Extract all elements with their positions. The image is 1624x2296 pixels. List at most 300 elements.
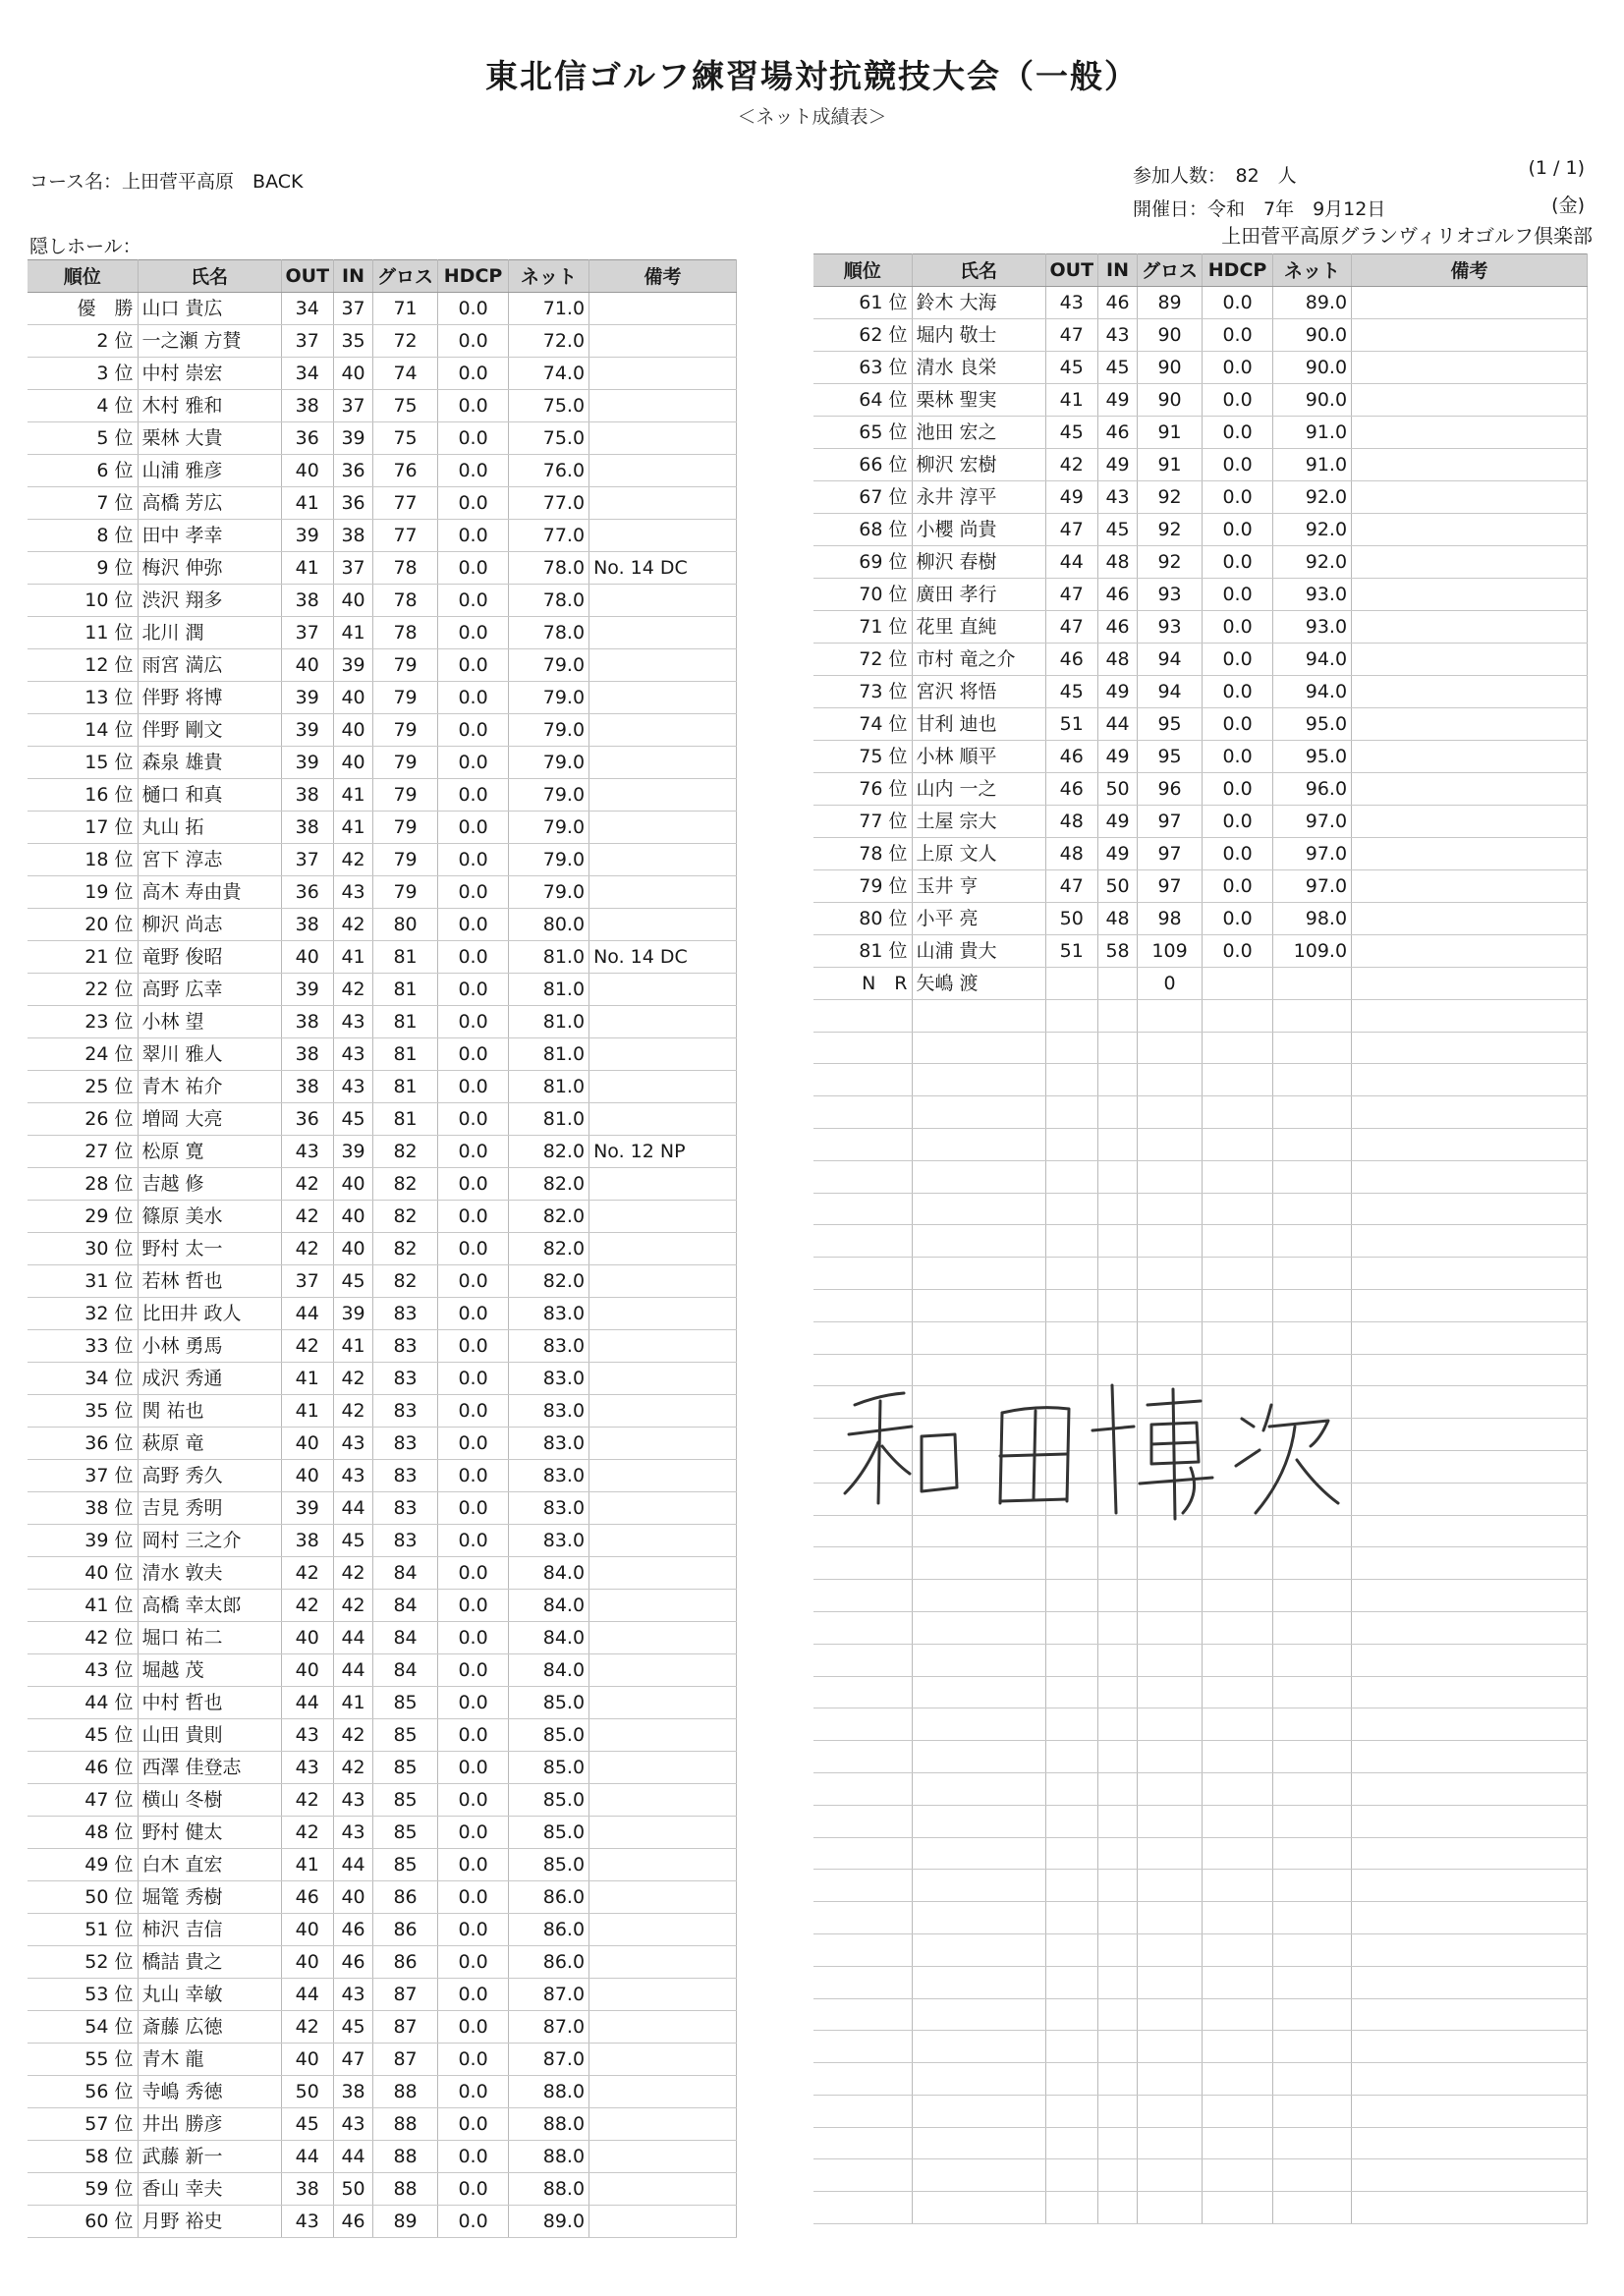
cell-gross: 82 — [373, 1167, 438, 1200]
cell-net — [1273, 2127, 1352, 2159]
cell-out: 44 — [281, 2140, 334, 2172]
cell-name — [912, 2159, 1045, 2192]
cell-in: 43 — [334, 1783, 373, 1816]
cell-hdcp: 0.0 — [438, 940, 509, 973]
cell-net — [1273, 1772, 1352, 1805]
cell-hdcp: 0.0 — [438, 908, 509, 940]
table-row — [28, 1394, 737, 1427]
cell-hdcp: 0.0 — [438, 1135, 509, 1167]
cell-out: 41 — [281, 1362, 334, 1394]
table-row — [813, 513, 1588, 545]
cell-name: 白木 直宏 — [138, 1848, 281, 1880]
table-row-blank — [813, 1225, 1588, 1258]
cell-hdcp: 0.0 — [438, 713, 509, 746]
col-header-gross: グロス — [1138, 254, 1203, 287]
event-weekday: (金) — [1551, 195, 1585, 216]
cell-note — [589, 875, 737, 908]
cell-out — [1045, 1998, 1098, 2031]
cell-name: 鈴木 大海 — [912, 286, 1045, 318]
cell-rank: 21 位 — [28, 940, 138, 973]
cell-rank — [813, 1225, 912, 1258]
cell-hdcp: 0.0 — [438, 843, 509, 875]
cell-out: 47 — [1045, 318, 1098, 351]
cell-hdcp: 0.0 — [438, 1167, 509, 1200]
table-row — [28, 843, 737, 875]
cell-out — [1045, 2192, 1098, 2224]
cell-rank — [813, 1032, 912, 1064]
cell-rank: 60 位 — [28, 2205, 138, 2237]
cell-note — [1352, 2159, 1588, 2192]
cell-out — [1045, 1547, 1098, 1580]
cell-name: 樋口 和真 — [138, 778, 281, 811]
cell-out: 38 — [281, 584, 334, 616]
cell-gross: 77 — [373, 519, 438, 551]
cell-name: 堀口 祐二 — [138, 1621, 281, 1653]
cell-in: 43 — [334, 1037, 373, 1070]
cell-rank: 13 位 — [28, 681, 138, 713]
cell-name — [912, 1258, 1045, 1290]
cell-gross: 84 — [373, 1621, 438, 1653]
cell-net: 90.0 — [1273, 318, 1352, 351]
cell-in: 48 — [1098, 643, 1138, 675]
cell-hdcp: 0.0 — [438, 1264, 509, 1297]
cell-out: 36 — [281, 421, 334, 454]
cell-net: 75.0 — [509, 389, 589, 421]
cell-rank — [813, 1902, 912, 1934]
cell-out — [1045, 1160, 1098, 1193]
cell-name: 西澤 佳登志 — [138, 1751, 281, 1783]
cell-hdcp: 0.0 — [438, 2172, 509, 2205]
cell-net — [1273, 1644, 1352, 1676]
cell-name: 増岡 大亮 — [138, 1102, 281, 1135]
table-row — [28, 1427, 737, 1459]
col-header-note: 備考 — [1352, 254, 1588, 287]
cell-hdcp — [1203, 2095, 1273, 2127]
cell-gross: 97 — [1138, 805, 1203, 837]
cell-gross: 84 — [373, 1556, 438, 1589]
cell-note — [1352, 1966, 1588, 1998]
cell-name: 清水 良栄 — [912, 351, 1045, 383]
cell-net: 79.0 — [509, 778, 589, 811]
cell-out: 40 — [281, 1913, 334, 1945]
cell-hdcp: 0.0 — [438, 1556, 509, 1589]
cell-gross: 82 — [373, 1264, 438, 1297]
cell-out: 39 — [281, 1491, 334, 1524]
cell-hdcp — [1203, 2192, 1273, 2224]
cell-net: 97.0 — [1273, 869, 1352, 902]
cell-gross — [1138, 1128, 1203, 1160]
page-indicator: (1 / 1) — [1528, 157, 1585, 179]
cell-in: 49 — [1098, 448, 1138, 480]
cell-net — [1273, 1321, 1352, 1354]
page-subtitle: ＜ネット成績表＞ — [737, 106, 887, 128]
cell-note — [1352, 1708, 1588, 1741]
cell-hdcp — [1203, 1547, 1273, 1580]
cell-net — [1273, 1032, 1352, 1064]
cell-in: 44 — [334, 1491, 373, 1524]
table-row — [28, 2107, 737, 2140]
table-row — [28, 486, 737, 519]
cell-note — [1352, 999, 1588, 1032]
cell-out: 42 — [281, 1167, 334, 1200]
cell-hdcp: 0.0 — [1203, 545, 1273, 578]
cell-name: 梅沢 伸弥 — [138, 551, 281, 584]
cell-out: 38 — [281, 908, 334, 940]
cell-in — [1098, 1193, 1138, 1225]
table-row — [28, 1556, 737, 1589]
meta-row-date — [1133, 191, 1585, 224]
cell-name: 寺嶋 秀徳 — [138, 2075, 281, 2107]
cell-in — [1098, 1580, 1138, 1612]
cell-hdcp: 0.0 — [438, 1945, 509, 1978]
table-row-blank — [813, 2192, 1588, 2224]
cell-rank — [813, 1611, 912, 1644]
cell-hdcp: 0.0 — [1203, 643, 1273, 675]
table-row-blank — [813, 1289, 1588, 1321]
cell-net: 96.0 — [1273, 772, 1352, 805]
cell-rank: 41 位 — [28, 1589, 138, 1621]
cell-out: 42 — [281, 1200, 334, 1232]
cell-hdcp: 0.0 — [1203, 772, 1273, 805]
cell-name — [912, 1870, 1045, 1902]
table-row — [28, 778, 737, 811]
cell-in: 40 — [334, 584, 373, 616]
table-row — [28, 2010, 737, 2043]
table-row — [28, 1524, 737, 1556]
cell-rank: 20 位 — [28, 908, 138, 940]
cell-out: 43 — [1045, 286, 1098, 318]
cell-rank: 15 位 — [28, 746, 138, 778]
cell-rank: 44 位 — [28, 1686, 138, 1718]
cell-rank: N R — [813, 967, 912, 999]
cell-rank: 24 位 — [28, 1037, 138, 1070]
cell-name: 小櫻 尚貴 — [912, 513, 1045, 545]
cell-gross: 81 — [373, 973, 438, 1005]
cell-in: 38 — [334, 2075, 373, 2107]
cell-gross: 93 — [1138, 578, 1203, 610]
cell-gross: 83 — [373, 1427, 438, 1459]
table-row — [813, 448, 1588, 480]
cell-note — [589, 1718, 737, 1751]
cell-hdcp: 0.0 — [1203, 578, 1273, 610]
handwritten-signature — [835, 1366, 1346, 1533]
cell-rank — [813, 1837, 912, 1870]
cell-gross — [1138, 1321, 1203, 1354]
cell-note — [589, 519, 737, 551]
cell-rank: 47 位 — [28, 1783, 138, 1816]
cell-rank — [813, 1772, 912, 1805]
cell-note — [589, 1556, 737, 1589]
cell-name — [912, 2063, 1045, 2096]
table-row — [813, 383, 1588, 416]
cell-note — [589, 2075, 737, 2107]
table-row — [28, 1751, 737, 1783]
cell-name: 渋沢 翔多 — [138, 584, 281, 616]
table-row — [28, 1297, 737, 1329]
cell-in: 48 — [1098, 545, 1138, 578]
cell-net — [1273, 967, 1352, 999]
cell-note — [1352, 286, 1588, 318]
cell-gross: 92 — [1138, 480, 1203, 513]
cell-in: 40 — [334, 1167, 373, 1200]
cell-note: No. 12 NP — [589, 1135, 737, 1167]
cell-net: 84.0 — [509, 1621, 589, 1653]
cell-net: 90.0 — [1273, 383, 1352, 416]
cell-name — [912, 1547, 1045, 1580]
cell-out: 40 — [281, 648, 334, 681]
results-table-right — [813, 253, 1588, 2224]
cell-gross: 75 — [373, 421, 438, 454]
table-row-blank — [813, 1547, 1588, 1580]
cell-gross — [1138, 1837, 1203, 1870]
cell-gross — [1138, 1708, 1203, 1741]
cell-net: 89.0 — [1273, 286, 1352, 318]
cell-gross: 109 — [1138, 934, 1203, 967]
cell-note — [1352, 1258, 1588, 1290]
cell-out — [1045, 1580, 1098, 1612]
table-row-blank — [813, 2095, 1588, 2127]
cell-net: 87.0 — [509, 2043, 589, 2075]
cell-in — [1098, 1289, 1138, 1321]
cell-in — [1098, 1708, 1138, 1741]
table-header-row — [813, 254, 1588, 287]
cell-note — [1352, 1419, 1588, 1451]
cell-rank: 68 位 — [813, 513, 912, 545]
cell-name: 山浦 雅彦 — [138, 454, 281, 486]
col-header-out: OUT — [281, 260, 334, 293]
cell-rank: 45 位 — [28, 1718, 138, 1751]
cell-note — [1352, 1289, 1588, 1321]
cell-gross: 96 — [1138, 772, 1203, 805]
cell-rank: 11 位 — [28, 616, 138, 648]
table-row — [813, 934, 1588, 967]
cell-rank: 56 位 — [28, 2075, 138, 2107]
cell-in — [1098, 2127, 1138, 2159]
cell-note — [1352, 416, 1588, 448]
cell-out: 38 — [281, 389, 334, 421]
cell-gross: 83 — [373, 1394, 438, 1427]
cell-note — [589, 616, 737, 648]
cell-gross: 72 — [373, 324, 438, 357]
cell-gross: 76 — [373, 454, 438, 486]
cell-name — [912, 1708, 1045, 1741]
table-row-blank — [813, 1902, 1588, 1934]
cell-net: 93.0 — [1273, 578, 1352, 610]
table-row — [28, 616, 737, 648]
cell-net: 91.0 — [1273, 448, 1352, 480]
cell-in: 37 — [334, 551, 373, 584]
cell-rank: 74 位 — [813, 707, 912, 740]
cell-hdcp: 0.0 — [438, 1362, 509, 1394]
cell-gross: 84 — [373, 1653, 438, 1686]
table-row — [28, 1102, 737, 1135]
cell-net: 84.0 — [509, 1653, 589, 1686]
cell-rank: 71 位 — [813, 610, 912, 643]
cell-net: 88.0 — [509, 2075, 589, 2107]
cell-hdcp — [1203, 1644, 1273, 1676]
table-row — [28, 1037, 737, 1070]
cell-hdcp — [1203, 1096, 1273, 1129]
cell-name — [912, 2127, 1045, 2159]
cell-net: 92.0 — [1273, 513, 1352, 545]
cell-note — [589, 2172, 737, 2205]
cell-net: 82.0 — [509, 1264, 589, 1297]
cell-hdcp: 0.0 — [438, 584, 509, 616]
cell-note — [1352, 934, 1588, 967]
cell-in — [1098, 2159, 1138, 2192]
cell-rank: 4 位 — [28, 389, 138, 421]
cell-in: 39 — [334, 421, 373, 454]
cell-name — [912, 1772, 1045, 1805]
table-row — [28, 584, 737, 616]
table-row-blank — [813, 1998, 1588, 2031]
cell-gross: 83 — [373, 1297, 438, 1329]
cell-note — [1352, 1064, 1588, 1096]
cell-hdcp: 0.0 — [438, 1978, 509, 2010]
cell-net: 83.0 — [509, 1394, 589, 1427]
cell-gross: 85 — [373, 1783, 438, 1816]
cell-name: 萩原 竜 — [138, 1427, 281, 1459]
col-header-name: 氏名 — [912, 254, 1045, 287]
cell-note — [589, 486, 737, 519]
cell-gross: 90 — [1138, 383, 1203, 416]
cell-gross: 91 — [1138, 416, 1203, 448]
cell-in: 43 — [334, 1070, 373, 1102]
cell-net: 88.0 — [509, 2140, 589, 2172]
table-row — [28, 713, 737, 746]
cell-name: 小平 亮 — [912, 902, 1045, 934]
cell-hdcp: 0.0 — [438, 486, 509, 519]
cell-in: 44 — [334, 1621, 373, 1653]
cell-in: 44 — [334, 1848, 373, 1880]
cell-net: 78.0 — [509, 584, 589, 616]
cell-in: 50 — [334, 2172, 373, 2205]
cell-gross: 74 — [373, 357, 438, 389]
cell-name — [912, 1289, 1045, 1321]
cell-note — [1352, 772, 1588, 805]
cell-hdcp: 0.0 — [438, 2107, 509, 2140]
cell-net: 84.0 — [509, 1589, 589, 1621]
table-row-blank — [813, 1193, 1588, 1225]
cell-out: 38 — [281, 2172, 334, 2205]
cell-name: 関 祐也 — [138, 1394, 281, 1427]
cell-hdcp — [1203, 1128, 1273, 1160]
table-row — [28, 324, 737, 357]
cell-gross: 93 — [1138, 610, 1203, 643]
cell-hdcp: 0.0 — [1203, 902, 1273, 934]
cell-in: 45 — [334, 1102, 373, 1135]
cell-out: 38 — [281, 1037, 334, 1070]
event-meta — [1133, 157, 1585, 224]
table-row — [813, 480, 1588, 513]
table-row — [28, 2172, 737, 2205]
cell-note — [589, 1232, 737, 1264]
cell-net — [1273, 1998, 1352, 2031]
cell-name: 丸山 拓 — [138, 811, 281, 843]
cell-gross: 82 — [373, 1232, 438, 1264]
cell-net: 79.0 — [509, 681, 589, 713]
col-header-hdcp: HDCP — [1203, 254, 1273, 287]
event-date: 開催日：令和 7年 9月12日 — [1133, 198, 1386, 220]
cell-net: 81.0 — [509, 940, 589, 973]
table-row-blank — [813, 1321, 1588, 1354]
cell-net: 76.0 — [509, 454, 589, 486]
cell-rank: 76 位 — [813, 772, 912, 805]
cell-gross — [1138, 1933, 1203, 1966]
cell-net — [1273, 1128, 1352, 1160]
cell-in — [1098, 1870, 1138, 1902]
cell-out — [1045, 1837, 1098, 1870]
cell-in: 35 — [334, 324, 373, 357]
table-row — [28, 973, 737, 1005]
cell-in: 49 — [1098, 805, 1138, 837]
cell-rank: 46 位 — [28, 1751, 138, 1783]
cell-out: 42 — [281, 1783, 334, 1816]
table-row — [813, 416, 1588, 448]
cell-in: 41 — [334, 811, 373, 843]
cell-name: 翠川 雅人 — [138, 1037, 281, 1070]
cell-name — [912, 1644, 1045, 1676]
cell-rank: 6 位 — [28, 454, 138, 486]
cell-note — [589, 1362, 737, 1394]
cell-note — [1352, 351, 1588, 383]
cell-rank: 8 位 — [28, 519, 138, 551]
cell-gross: 94 — [1138, 675, 1203, 707]
cell-in: 43 — [334, 1816, 373, 1848]
cell-gross: 89 — [373, 2205, 438, 2237]
cell-out: 42 — [281, 2010, 334, 2043]
cell-net: 90.0 — [1273, 351, 1352, 383]
cell-note — [589, 2205, 737, 2237]
cell-rank — [813, 1741, 912, 1773]
cell-in: 40 — [334, 1880, 373, 1913]
cell-hdcp: 0.0 — [438, 1524, 509, 1556]
cell-name: 田中 孝幸 — [138, 519, 281, 551]
cell-note — [589, 1751, 737, 1783]
table-row — [28, 1945, 737, 1978]
table-row — [28, 389, 737, 421]
cell-net — [1273, 1096, 1352, 1129]
cell-rank — [813, 1547, 912, 1580]
cell-name — [912, 1128, 1045, 1160]
cell-rank: 62 位 — [813, 318, 912, 351]
cell-gross: 78 — [373, 616, 438, 648]
cell-rank — [813, 1128, 912, 1160]
table-row — [28, 1135, 737, 1167]
table-row — [28, 681, 737, 713]
cell-rank — [813, 1805, 912, 1837]
cell-hdcp: 0.0 — [1203, 351, 1273, 383]
cell-net: 92.0 — [1273, 545, 1352, 578]
cell-gross — [1138, 1258, 1203, 1290]
cell-gross — [1138, 1096, 1203, 1129]
cell-gross — [1138, 2127, 1203, 2159]
table-row — [813, 351, 1588, 383]
cell-out — [1045, 1225, 1098, 1258]
cell-in: 41 — [334, 1329, 373, 1362]
cell-out: 42 — [281, 1816, 334, 1848]
cell-in: 45 — [334, 1264, 373, 1297]
cell-gross: 82 — [373, 1135, 438, 1167]
cell-name — [912, 2192, 1045, 2224]
cell-note — [1352, 1160, 1588, 1193]
cell-in — [1098, 1966, 1138, 1998]
cell-note — [1352, 740, 1588, 772]
cell-gross — [1138, 1064, 1203, 1096]
cell-hdcp: 0.0 — [438, 778, 509, 811]
cell-in: 40 — [334, 746, 373, 778]
cell-gross: 90 — [1138, 351, 1203, 383]
